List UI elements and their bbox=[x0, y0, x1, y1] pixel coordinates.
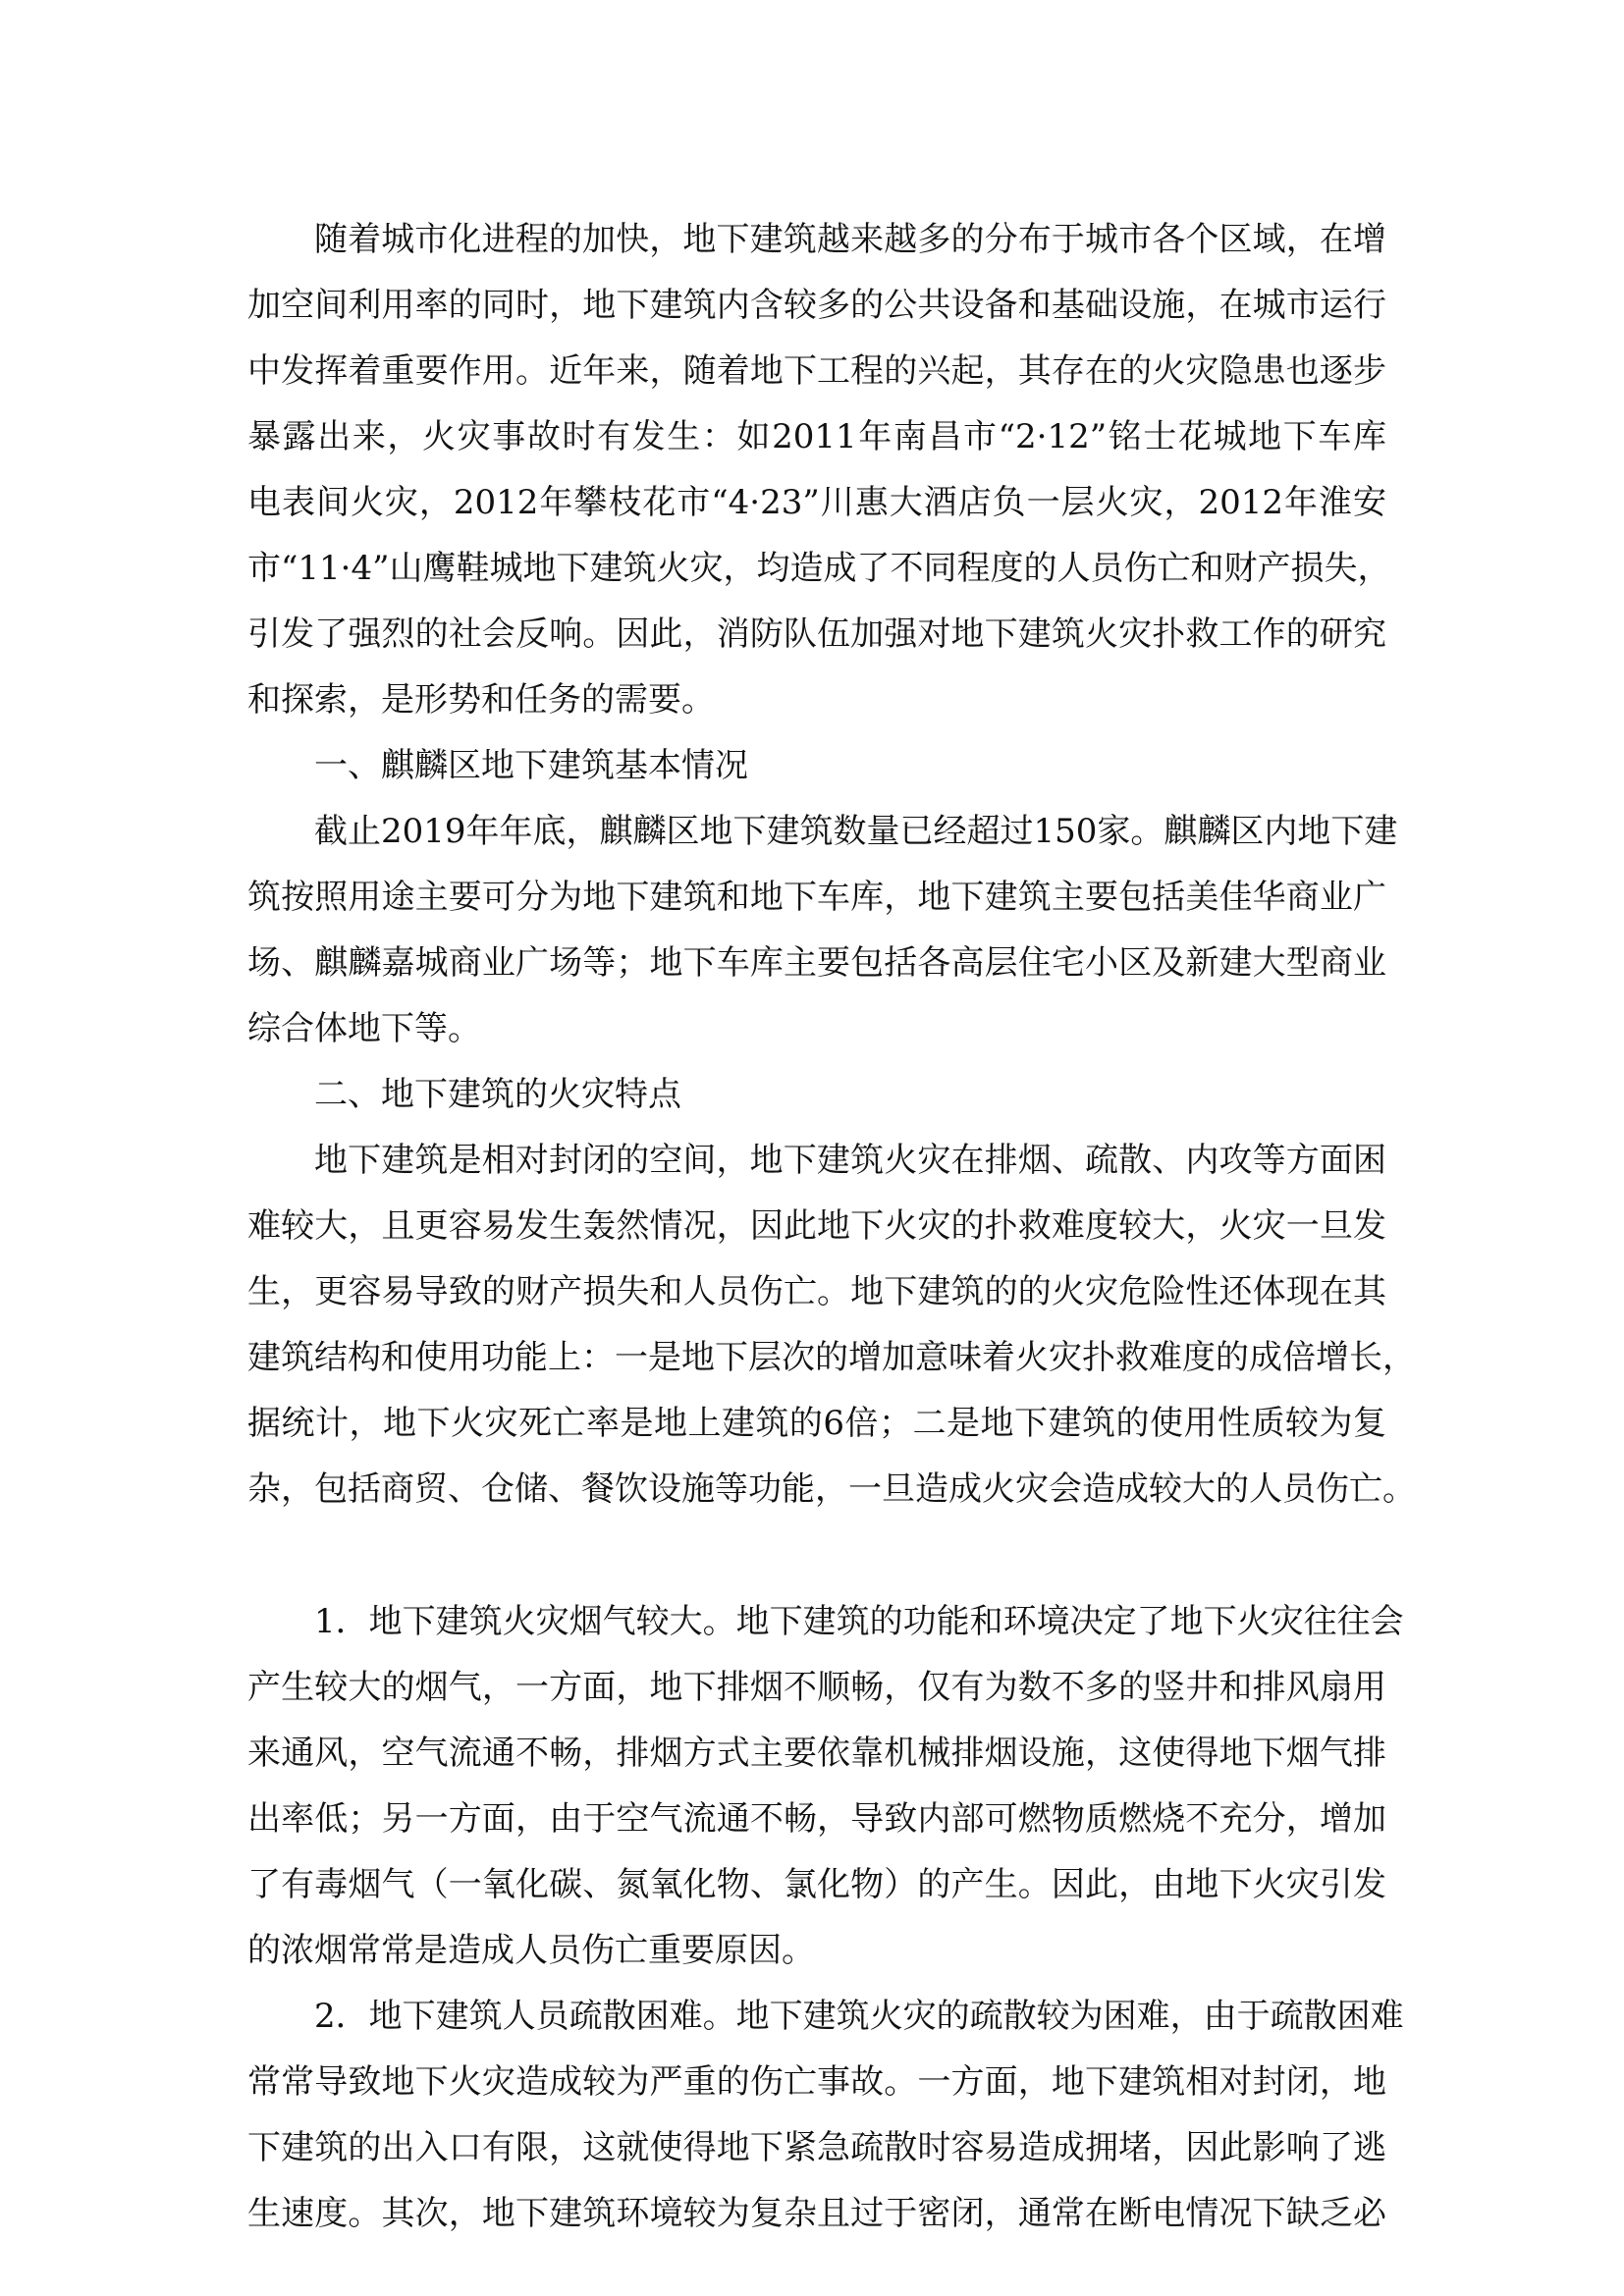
item-2-line-1: 2．地下建筑人员疏散困难。地下建筑火灾的疏散较为困难，由于疏散困难 bbox=[314, 1997, 1404, 2036]
paragraph-section1-line-2: 筑按照用途主要可分为地下建筑和地下车库，地下建筑主要包括美佳华商业广 bbox=[247, 878, 1386, 917]
paragraph-section1-line-3: 场、麒麟嘉城商业广场等；地下车库主要包括各高层住宅小区及新建大型商业 bbox=[247, 943, 1386, 983]
section-heading-2: 二、地下建筑的火灾特点 bbox=[314, 1075, 681, 1114]
paragraph-section2-line-6: 杂，包括商贸、仓储、餐饮设施等功能，一旦造成火灾会造成较大的人员伤亡。 bbox=[247, 1469, 1416, 1509]
paragraph-intro-line-5: 电表间火灾，2012年攀枝花市“4·23”川惠大酒店负一层火灾，2012年淮安 bbox=[247, 483, 1386, 522]
section-heading-1: 一、麒麟区地下建筑基本情况 bbox=[314, 746, 748, 785]
item-1-line-5: 了有毒烟气（一氧化碳、氮氧化物、氯化物）的产生。因此，由地下火灾引发 bbox=[247, 1865, 1386, 1904]
paragraph-section2-line-4: 建筑结构和使用功能上：一是地下层次的增加意味着火灾扑救难度的成倍增长， bbox=[247, 1338, 1416, 1377]
paragraph-section1-line-1: 截止2019年年底，麒麟区地下建筑数量已经超过150家。麒麟区内地下建 bbox=[314, 812, 1398, 851]
paragraph-intro-line-8: 和探索，是形势和任务的需要。 bbox=[247, 680, 715, 720]
paragraph-section2-line-3: 生，更容易导致的财产损失和人员伤亡。地下建筑的的火灾危险性还体现在其 bbox=[247, 1272, 1386, 1311]
item-1-line-3: 来通风，空气流通不畅，排烟方式主要依靠机械排烟设施，这使得地下烟气排 bbox=[247, 1734, 1386, 1773]
paragraph-section1-line-4: 综合体地下等。 bbox=[247, 1009, 481, 1048]
paragraph-section2-line-5: 据统计，地下火灾死亡率是地上建筑的6倍；二是地下建筑的使用性质较为复 bbox=[247, 1404, 1386, 1443]
paragraph-section2-line-2: 难较大，且更容易发生轰然情况，因此地下火灾的扑救难度较大，火灾一旦发 bbox=[247, 1206, 1386, 1246]
paragraph-intro-line-1: 随着城市化进程的加快，地下建筑越来越多的分布于城市各个区域，在增 bbox=[314, 220, 1386, 259]
item-1-line-4: 出率低；另一方面，由于空气流通不畅，导致内部可燃物质燃烧不充分，增加 bbox=[247, 1799, 1386, 1839]
paragraph-intro-line-3: 中发挥着重要作用。近年来，随着地下工程的兴起，其存在的火灾隐患也逐步 bbox=[247, 351, 1386, 391]
paragraph-intro-line-6: 市“11·4”山鹰鞋城地下建筑火灾，均造成了不同程度的人员伤亡和财产损失， bbox=[247, 549, 1391, 588]
paragraph-intro-line-2: 加空间利用率的同时，地下建筑内含较多的公共设备和基础设施，在城市运行 bbox=[247, 286, 1386, 325]
paragraph-intro-line-4: 暴露出来，火灾事故时有发生：如2011年南昌市“2·12”铭士花城地下车库 bbox=[247, 417, 1386, 456]
item-2-line-2: 常常导致地下火灾造成较为严重的伤亡事故。一方面，地下建筑相对封闭，地 bbox=[247, 2062, 1386, 2102]
paragraph-section2-line-1: 地下建筑是相对封闭的空间，地下建筑火灾在排烟、疏散、内攻等方面困 bbox=[314, 1141, 1386, 1180]
paragraph-intro-line-7: 引发了强烈的社会反响。因此，消防队伍加强对地下建筑火灾扑救工作的研究 bbox=[247, 614, 1386, 654]
item-1-line-2: 产生较大的烟气，一方面，地下排烟不顺畅，仅有为数不多的竖井和排风扇用 bbox=[247, 1668, 1386, 1707]
item-1-line-6: 的浓烟常常是造成人员伤亡重要原因。 bbox=[247, 1931, 815, 1970]
item-2-line-3: 下建筑的出入口有限，这就使得地下紧急疏散时容易造成拥堵，因此影响了逃 bbox=[247, 2128, 1386, 2167]
item-2-line-4: 生速度。其次，地下建筑环境较为复杂且过于密闭，通常在断电情况下缺乏必 bbox=[247, 2194, 1386, 2233]
item-1-line-1: 1．地下建筑火灾烟气较大。地下建筑的功能和环境决定了地下火灾往往会 bbox=[314, 1602, 1404, 1641]
